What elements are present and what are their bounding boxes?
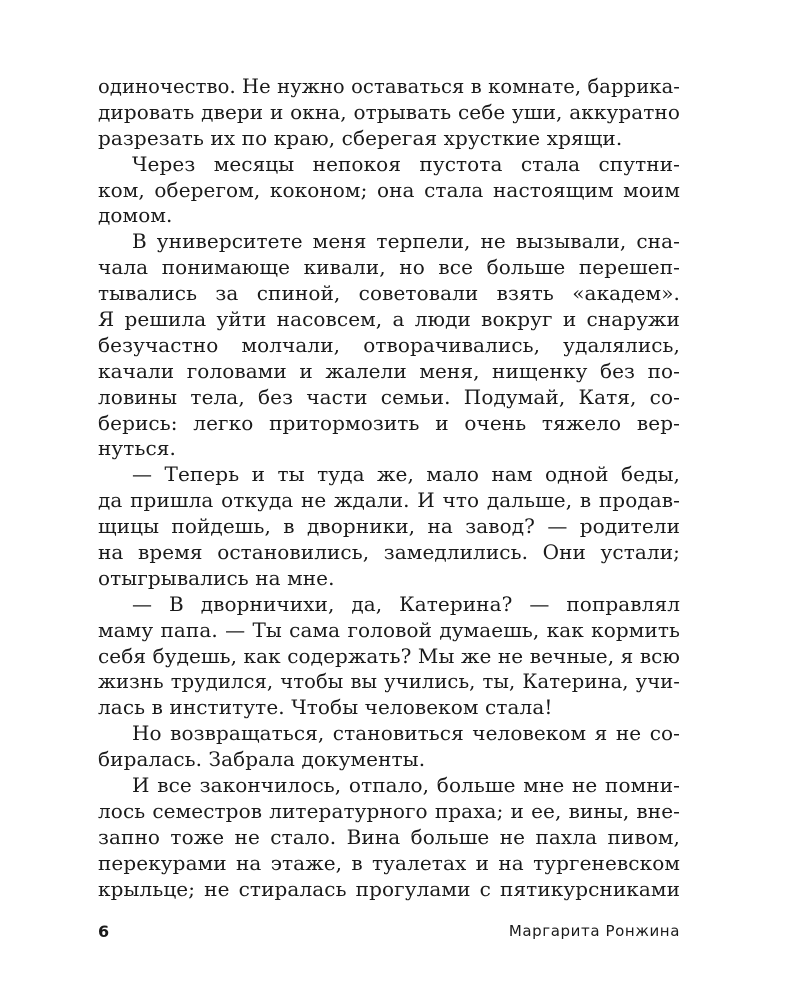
text-line: себя будешь, как содержать? Мы же не вечные, я всю bbox=[98, 643, 680, 668]
text-line: нуться. bbox=[98, 436, 176, 461]
page-number: 6 bbox=[98, 922, 110, 941]
text-line: перекурами на этаже, в туалетах и на тургеневском bbox=[98, 850, 680, 875]
text-line: лась в институте. Чтобы человеком стала! bbox=[98, 695, 553, 720]
text-line: дировать двери и окна, отрывать себе уши, аккуратно bbox=[98, 99, 680, 124]
text-line: — В дворничихи, да, Катерина? — поправлял bbox=[132, 591, 680, 616]
page-footer bbox=[98, 922, 680, 946]
text-line: чала понимающе кивали, но все больше перешеп- bbox=[98, 255, 680, 280]
text-line: ком, оберегом, коконом; она стала настоящим моим bbox=[98, 177, 680, 202]
text-line: берись: легко притормозить и очень тяжело вер- bbox=[98, 410, 680, 435]
text-line: отыгрывались на мне. bbox=[98, 565, 335, 590]
text-line: на время остановились, замедлились. Они устали; bbox=[98, 540, 680, 565]
text-line: Но возвращаться, становиться человеком я не со- bbox=[132, 721, 680, 746]
text-line: ловины тела, без части семьи. Подумай, Катя, со- bbox=[98, 384, 680, 409]
text-line: качали головами и жалели меня, нищенку без по- bbox=[98, 358, 680, 383]
text-line: домом. bbox=[98, 203, 173, 228]
text-line: разрезать их по краю, сберегая хрусткие хрящи. bbox=[98, 125, 623, 150]
text-line: Через месяцы непокоя пустота стала спутни- bbox=[132, 151, 680, 176]
text-line: щицы пойдешь, в дворники, на завод? — родители bbox=[98, 514, 680, 539]
text-line: одиночество. Не нужно оставаться в комнате, баррика- bbox=[98, 75, 680, 98]
text-line: — Теперь и ты туда же, мало нам одной беды, bbox=[132, 462, 680, 487]
text-line: безучастно молчали, отворачивались, удалялись, bbox=[98, 332, 680, 357]
text-line: Я решила уйти насовсем, а люди вокруг и снаружи bbox=[98, 307, 680, 332]
body-text bbox=[98, 74, 680, 903]
text-line: запно тоже не стало. Вина больше не пахла пивом, bbox=[98, 824, 680, 849]
text-line: И все закончилось, отпало, больше мне не помни- bbox=[132, 773, 680, 798]
text-line: жизнь трудился, чтобы вы учились, ты, Катерина, учи- bbox=[98, 670, 680, 694]
running-author: Маргарита Ронжина bbox=[508, 922, 680, 940]
text-line: крыльце; не стиралась прогулами с пятикурсниками bbox=[98, 876, 680, 901]
text-line: да пришла откуда не ждали. И что дальше, в продав- bbox=[98, 488, 680, 513]
text-line: маму папа. — Ты сама головой думаешь, как кормить bbox=[98, 617, 680, 642]
text-line: лось семестров литературного праха; и ее, вины, вне- bbox=[98, 798, 680, 823]
text-line: биралась. Забрала документы. bbox=[98, 747, 426, 772]
text-line: В университете меня терпели, не вызывали, сна- bbox=[132, 229, 680, 254]
text-line: тывались за спиной, советовали взять «академ». bbox=[98, 281, 680, 306]
